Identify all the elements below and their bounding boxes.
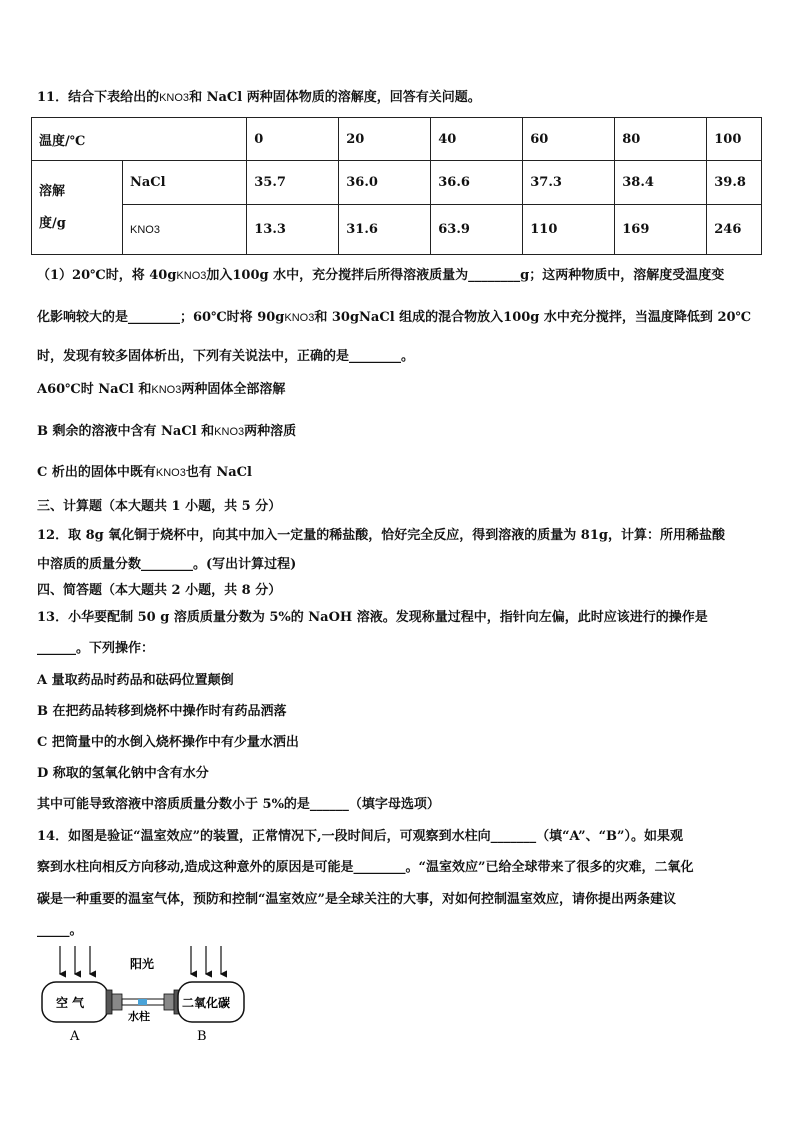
table-row xyxy=(32,118,762,161)
q11-option-c: C 析出的固体中既有KNO3也有 NaCl xyxy=(37,465,252,480)
q14-line-3: 碳是一种重要的温室气体，预防和控制“温室效应”是全球关注的大事，对如何控制温室效应，请你提出两条建议 xyxy=(37,892,676,907)
temp-header: 温度/℃ xyxy=(32,118,247,161)
greenhouse-apparatus-diagram xyxy=(38,944,248,1044)
q13-option-c: C 把筒量中的水倒入烧杯操作中有少量水洒出 xyxy=(37,735,299,750)
q13-option-a: A 量取药品时药品和砝码位置颠倒 xyxy=(37,673,234,688)
stopper-a xyxy=(106,990,122,1014)
water-column xyxy=(138,999,147,1005)
table-row xyxy=(32,205,762,255)
kno3-formula: KNO3 xyxy=(159,92,190,104)
q13-last-line: 其中可能导致溶液中溶质质量分数小于 5%的是______（填字母选项） xyxy=(37,797,440,812)
table-cell: 100 xyxy=(707,118,762,161)
table-cell: 35.7 xyxy=(247,161,339,205)
table-cell: 37.3 xyxy=(523,161,615,205)
table-cell: 40 xyxy=(431,118,523,161)
kno3-formula: KNO3 xyxy=(155,467,186,479)
table-cell: 36.6 xyxy=(431,161,523,205)
sunlight-label: 阳光 xyxy=(130,957,155,971)
q11-option-b: B 剩余的溶液中含有 NaCl 和KNO3两种溶质 xyxy=(37,424,297,439)
table-cell: 31.6 xyxy=(339,205,431,255)
label-a: A xyxy=(70,1029,80,1044)
q11-paragraph-line-1: （1）20℃时，将 40gKNO3加入100g 水中，充分搅拌后所得溶液质量为________g；这两种物质中，溶解度受温度变 xyxy=(37,268,725,283)
q12-line-2: 中溶质的质量分数________。(写出计算过程) xyxy=(37,557,297,572)
table-cell: 60 xyxy=(523,118,615,161)
kno3-formula: KNO3 xyxy=(176,270,207,282)
q14-line-2: 察到水柱向相反方向移动,造成这种意外的原因是可能是________。“温室效应”已给全球带来了很多的灾难，二氧化 xyxy=(37,860,694,875)
q13-option-d: D 称取的氢氧化钠中含有水分 xyxy=(37,766,209,781)
q13-line-1: 13．小华要配制 50 g 溶质质量分数为 5%的 NaOH 溶液。发现称量过程中，指针向左偏，此时应该进行的操作是 xyxy=(37,610,708,625)
kno3-formula: KNO3 xyxy=(284,312,315,324)
table-cell: 80 xyxy=(615,118,707,161)
table-cell: 169 xyxy=(615,205,707,255)
kno3-formula: KNO3 xyxy=(151,384,182,396)
section-heading-short-answer: 四、简答题（本大题共 2 小题，共 8 分） xyxy=(37,583,282,598)
water-column-label: 水柱 xyxy=(128,1010,150,1023)
table-cell: 0 xyxy=(247,118,339,161)
table-cell: 13.3 xyxy=(247,205,339,255)
q14-line-4: _____。 xyxy=(37,923,83,938)
table-row xyxy=(32,161,762,205)
air-label: 空 气 xyxy=(56,996,85,1010)
table-cell: 38.4 xyxy=(615,161,707,205)
table-cell: 20 xyxy=(339,118,431,161)
solubility-header: 溶解 度/g xyxy=(32,161,123,255)
co2-label: 二氧化碳 xyxy=(182,996,231,1010)
q11-intro: 11．结合下表给出的KNO3和 NaCl 两种固体物质的溶解度，回答有关问题。 xyxy=(37,90,481,105)
table-cell: 39.8 xyxy=(707,161,762,205)
label-b: B xyxy=(197,1029,207,1044)
sunlight-arrows-b xyxy=(191,946,221,974)
q11-option-a: A60℃时 NaCl 和KNO3两种固体全部溶解 xyxy=(37,382,286,397)
table-cell: 36.0 xyxy=(339,161,431,205)
q13-option-b: B 在把药品转移到烧杯中操作时有药品洒落 xyxy=(37,704,287,719)
table-cell: 110 xyxy=(523,205,615,255)
table-cell: 63.9 xyxy=(431,205,523,255)
solubility-table xyxy=(31,117,762,255)
q14-line-1: 14．如图是验证“温室效应”的装置，正常情况下,一段时间后，可观察到水柱向_______（填“A”、“B”）。如果观 xyxy=(37,829,684,844)
sunlight-arrows-a xyxy=(60,946,90,974)
q13-line-2: ______。下列操作： xyxy=(37,641,155,656)
q12-line-1: 12．取 8g 氧化铜于烧杯中，向其中加入一定量的稀盐酸，恰好完全反应，得到溶液的质量为 81g，计算：所用稀盐酸 xyxy=(37,528,725,543)
q11-paragraph-line-3: 时，发现有较多固体析出，下列有关说法中，正确的是________。 xyxy=(37,349,415,364)
table-cell: 246 xyxy=(707,205,762,255)
section-heading-calculation: 三、计算题（本大题共 1 小题，共 5 分） xyxy=(37,499,282,514)
nacl-label: NaCl xyxy=(123,161,247,205)
q11-paragraph-line-2: 化影响较大的是________；60℃时将 90gKNO3和 30gNaCl 组成的混合物放入100g 水中充分搅拌，当温度降低到 20℃ xyxy=(37,310,752,325)
kno3-label: KNO3 xyxy=(123,205,247,255)
kno3-formula: KNO3 xyxy=(214,426,245,438)
